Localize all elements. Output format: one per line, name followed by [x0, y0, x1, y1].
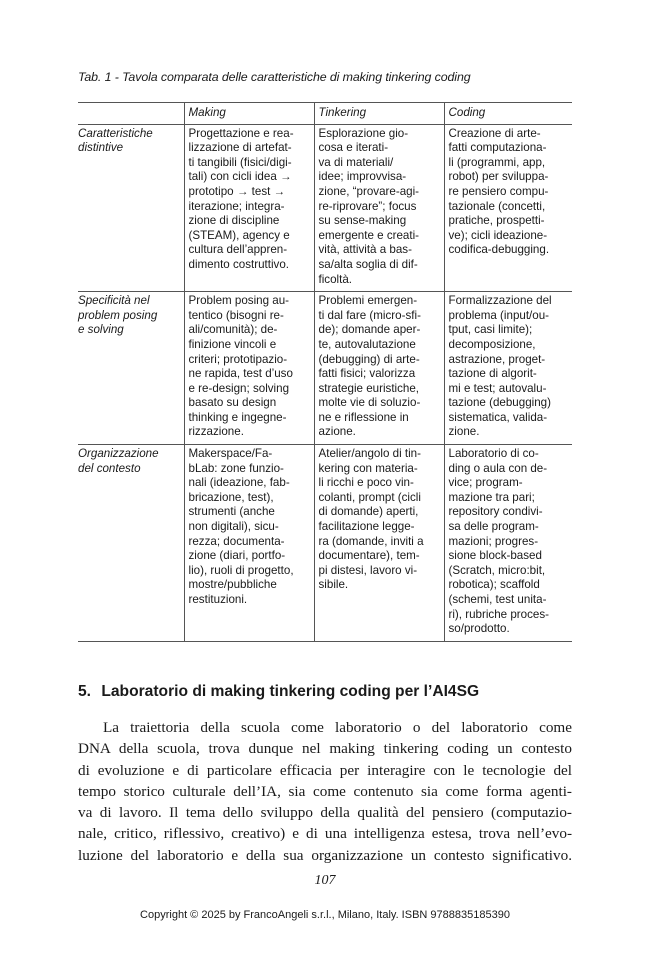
- cell-line: nali (ideazione, fab-: [188, 476, 290, 490]
- cell-line: so/prodotto.: [448, 622, 510, 636]
- comparison-table: [78, 102, 572, 642]
- paragraph-line: tempo storico culturale dell’IA, sia come contenuto sia come forma agenti-: [78, 782, 572, 800]
- cell-line: ra (domande, inviti a: [318, 534, 424, 548]
- cell-line: ne e riflessione in: [318, 410, 409, 424]
- paragraph-line: nale, critico, riflessivo, creativo) e di una intelligenza estesa, trova nell’evo-: [78, 825, 572, 843]
- cell-line: va di materiali/: [318, 155, 394, 169]
- table-row: [78, 124, 572, 292]
- cell-line: Laboratorio di co-: [448, 447, 539, 461]
- cell-line: restituzioni.: [188, 593, 248, 606]
- cell-line: strategie euristiche,: [318, 381, 420, 395]
- row-label-line: distintive: [78, 141, 124, 155]
- cell-line: re-riprovare”; focus: [318, 199, 417, 213]
- section-title: Laboratorio di making tinkering coding per l’AI4SG: [101, 683, 480, 700]
- row-label-line: e solving: [78, 323, 124, 337]
- cell-line: rizzazione.: [188, 425, 244, 439]
- cell-line: Makerspace/Fa-: [188, 447, 273, 461]
- cell-line: sa delle program-: [448, 520, 539, 534]
- cell-line: codifica-debugging.: [448, 243, 550, 257]
- cell-line: zione, “provare-agi-: [318, 184, 420, 198]
- cell-making: [184, 124, 314, 292]
- cell-line: azione.: [318, 425, 356, 439]
- cell-line: idee; improvvisa-: [318, 170, 407, 184]
- cell-tinkering: [314, 292, 444, 445]
- cell-line: cosa e iterati-: [318, 141, 389, 155]
- cell-tinkering: [314, 124, 444, 292]
- cell-line: li ricchi e poco vin-: [318, 476, 414, 490]
- cell-line: Problem posing au-: [188, 294, 290, 308]
- paragraph-line: DNA della scuola, trova dunque nel making tinkering coding un contesto: [78, 740, 572, 758]
- cell-line: fatti fisici; valorizza: [318, 367, 416, 381]
- cell-line: zione di discipline: [188, 214, 280, 228]
- cell-line: vice; program-: [448, 476, 523, 490]
- cell-line: sibile.: [318, 578, 349, 592]
- cell-line: re pensiero compu-: [448, 184, 549, 198]
- paragraph-line: va di lavoro. Il tema dello sviluppo della qualità del pensiero (computazio-: [78, 804, 572, 822]
- cell-line: repository condivi-: [448, 505, 543, 519]
- cell-line: ding o aula con de-: [448, 461, 548, 475]
- paragraph-line: luzione del laboratorio e della sua organizzazione un contesto significativo.: [78, 846, 572, 864]
- cell-line: Problemi emergen-: [318, 294, 418, 308]
- cell-line: prototipo → test →: [188, 184, 286, 198]
- table-row: [78, 292, 572, 445]
- cell-line: bLab: zone funzio-: [188, 461, 284, 475]
- cell-line: lio), ruoli di progetto,: [188, 563, 294, 577]
- section-number: 5.: [78, 683, 92, 700]
- cell-line: Formalizzazione del: [448, 294, 552, 308]
- cell-line: pi distesi, lavoro vi-: [318, 563, 418, 577]
- cell-line: tazionale (concetti,: [448, 199, 546, 213]
- cell-line: di domande) aperti,: [318, 505, 419, 519]
- cell-line: astrazione, proget-: [448, 352, 546, 366]
- cell-line: criteri; prototipazio-: [188, 352, 288, 366]
- cell-line: robot) per sviluppa-: [448, 170, 549, 184]
- cell-line: (debugging) di arte-: [318, 352, 420, 366]
- cell-line: tali) con cicli idea →: [188, 170, 292, 184]
- cell-line: Esplorazione gio-: [318, 126, 409, 140]
- cell-line: thinking e ingegne-: [188, 410, 287, 424]
- cell-line: cultura dell’appren-: [188, 243, 288, 257]
- cell-line: mi e test; autovalu-: [448, 381, 547, 395]
- cell-line: mazione tra pari;: [448, 490, 535, 504]
- cell-line: de); domande aper-: [318, 323, 421, 337]
- cell-line: ne rapida, test d’uso: [188, 367, 293, 381]
- paragraph-line: La traiettoria della scuola come laboratorio o del laboratorio come: [103, 719, 572, 736]
- cell-line: li (programmi, app,: [448, 155, 546, 169]
- cell-line: zione (diari, portfo-: [188, 549, 286, 563]
- cell-line: ve); cicli ideazione-: [448, 228, 548, 242]
- cell-line: facilitazione legge-: [318, 520, 415, 534]
- cell-line: bricazione, test),: [188, 490, 274, 504]
- cell-line: tentico (bisogni re-: [188, 308, 284, 322]
- cell-line: ri), rubriche proces-: [448, 607, 550, 621]
- cell-line: rezza; documenta-: [188, 534, 285, 548]
- cell-line: pratiche, prospetti-: [448, 214, 545, 228]
- row-label-line: Specificità nel: [78, 294, 150, 308]
- cell-line: problema (input/ou-: [448, 308, 550, 322]
- cell-line: ficoltà.: [318, 272, 353, 286]
- cell-line: non digitali), sicu-: [188, 520, 279, 534]
- cell-line: (schemi, test unita-: [448, 593, 547, 606]
- cell-line: su sense-making: [318, 214, 407, 228]
- cell-line: lizzazione di artefat-: [188, 141, 292, 155]
- cell-line: molte vie di soluzio-: [318, 396, 421, 410]
- row-label-line: Caratteristiche: [78, 126, 153, 140]
- cell-line: sistematica, valida-: [448, 410, 548, 424]
- cell-line: documentare), tem-: [318, 549, 420, 563]
- cell-line: kering con materia-: [318, 461, 418, 475]
- cell-line: basato su design: [188, 396, 277, 410]
- cell-coding: [444, 292, 572, 445]
- table-caption: Tab. 1 - Tavola comparata delle caratteristiche di making tinkering coding: [78, 70, 471, 84]
- cell-line: zione.: [448, 425, 480, 439]
- cell-line: e re-design; solving: [188, 381, 290, 395]
- cell-line: tazione di algorit-: [448, 367, 537, 381]
- cell-coding: [444, 445, 572, 642]
- cell-line: ti dal fare (micro-sfi-: [318, 308, 421, 322]
- cell-line: emergente e creati-: [318, 228, 420, 242]
- page-number: 107: [314, 873, 336, 888]
- body-paragraph: [78, 717, 572, 866]
- cell-line: decomposizione,: [448, 337, 536, 351]
- copyright-notice: Copyright © 2025 by FrancoAngeli s.r.l., Milano, Italy. ISBN 9788835185390: [140, 909, 510, 921]
- cell-line: tput, casi limite);: [448, 323, 533, 337]
- cell-line: (Scratch, micro:bit,: [448, 563, 546, 577]
- cell-line: sa/alta soglia di dif-: [318, 257, 418, 271]
- cell-line: iterazione; integra-: [188, 199, 285, 213]
- cell-line: (STEAM), agency e: [188, 228, 290, 242]
- paragraph-line: di evoluzione e di particolare efficacia per interagire con le tecnologie del: [78, 761, 572, 779]
- cell-line: colanti, prompt (cicli: [318, 490, 421, 504]
- cell-line: tazione (debugging): [448, 396, 551, 410]
- row-label: [78, 445, 184, 642]
- cell-line: Atelier/angolo di tin-: [318, 447, 421, 461]
- cell-line: Creazione di arte-: [448, 126, 541, 140]
- cell-line: robotica); scaffold: [448, 578, 540, 592]
- row-label: [78, 124, 184, 292]
- cell-line: mostre/pubbliche: [188, 578, 277, 592]
- header-cell-tinkering: Tinkering: [314, 103, 444, 125]
- cell-line: vità, attività a bas-: [318, 243, 412, 257]
- section-heading: [78, 683, 572, 701]
- cell-coding: [444, 124, 572, 292]
- table-header-row: [78, 103, 572, 125]
- cell-making: [184, 445, 314, 642]
- cell-line: fatti computaziona-: [448, 141, 547, 155]
- header-cell-coding: Coding: [444, 103, 572, 125]
- row-label-line: Organizzazione: [78, 447, 159, 461]
- cell-line: mazioni; progres-: [448, 534, 539, 548]
- cell-line: sione block-based: [448, 549, 542, 563]
- header-cell-empty: [78, 103, 184, 125]
- cell-tinkering: [314, 445, 444, 642]
- cell-line: dimento costruttivo.: [188, 257, 290, 271]
- cell-line: ali/comunità); de-: [188, 323, 278, 337]
- cell-line: te, autovalutazione: [318, 337, 416, 351]
- header-cell-making: Making: [184, 103, 314, 125]
- cell-line: Progettazione e rea-: [188, 126, 294, 140]
- row-label: [78, 292, 184, 445]
- cell-line: ti tangibili (fisici/digi-: [188, 155, 292, 169]
- row-label-line: problem posing: [78, 308, 158, 322]
- cell-line: finizione vincoli e: [188, 337, 277, 351]
- row-label-line: del contesto: [78, 461, 141, 475]
- cell-line: strumenti (anche: [188, 505, 275, 519]
- table-row: [78, 445, 572, 642]
- cell-making: [184, 292, 314, 445]
